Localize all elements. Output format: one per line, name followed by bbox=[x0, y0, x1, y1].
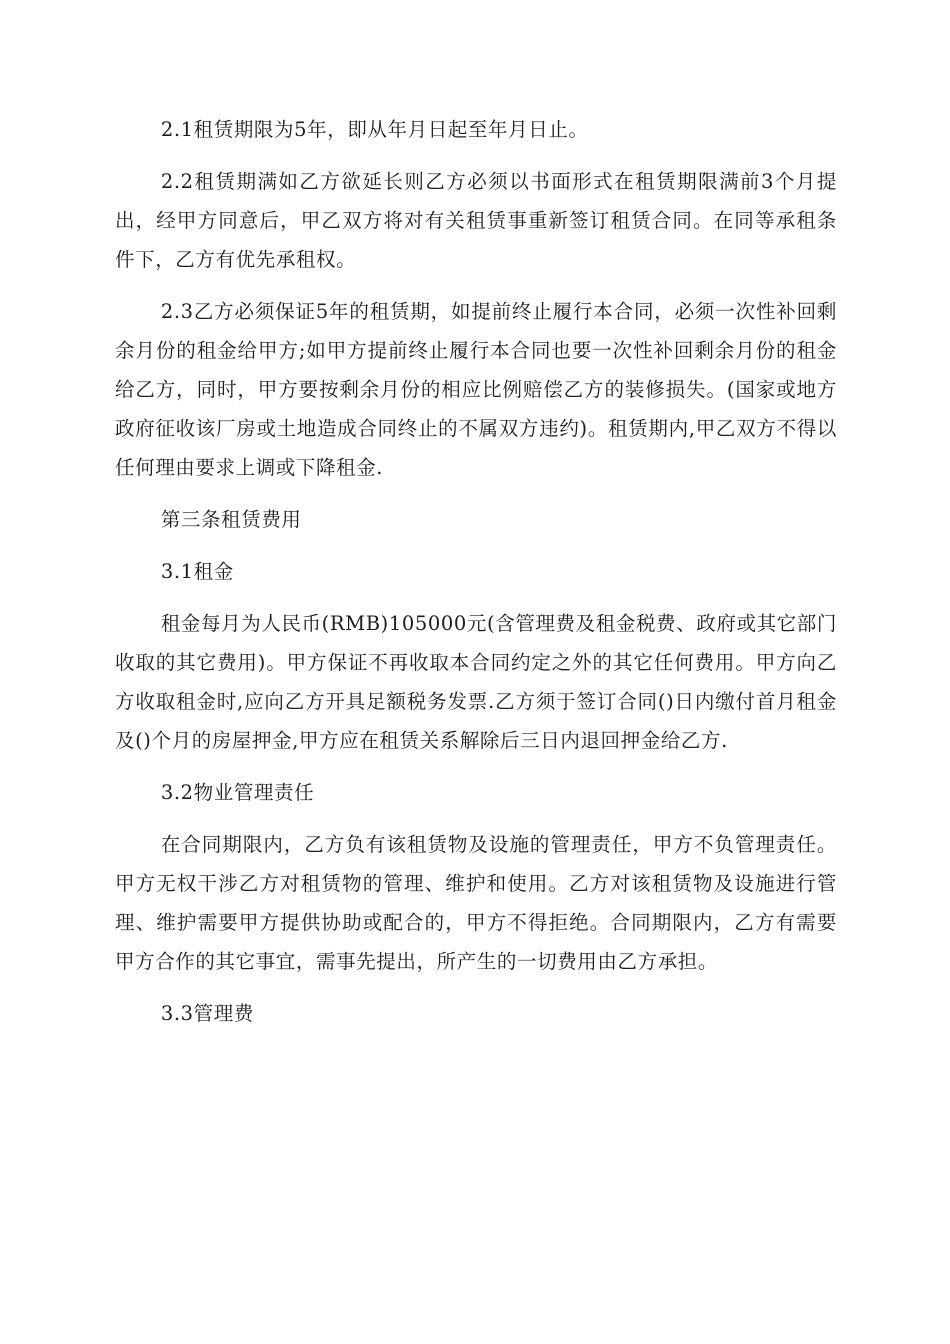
heading-3-2-property-management: 3.2物业管理责任 bbox=[160, 781, 315, 804]
document-body bbox=[115, 110, 837, 1046]
heading-3-1-rent: 3.1租金 bbox=[160, 560, 234, 583]
heading-article-3-lease-fees: 第三条租赁费用 bbox=[160, 508, 302, 531]
paragraph-2-2-lease-renewal: 2.2租赁期满如乙方欲延长则乙方必须以书面形式在租赁期限满前3个月提出，经甲方同意后，甲乙双方将对有关租赁事重新签订租赁合同。在同等承租条件下，乙方有优先承租权。 bbox=[115, 170, 837, 271]
paragraph-2-1-lease-term: 2.1租赁期限为5年，即从年月日起至年月日止。 bbox=[160, 118, 589, 141]
paragraph-2-3-early-termination: 2.3乙方必须保证5年的租赁期，如提前终止履行本合同，必须一次性补回剩余月份的租金给甲方;如甲方提前终止履行本合同也要一次性补回剩余月份的租金给乙方，同时，甲方要按剩余月份的相应比例赔偿乙方的装修损失。(国家或地方政府征收该厂房或土地造成合同终止的不属双方违约)。租赁期内,甲乙双方不得以任何理由要求上调或下降租金. bbox=[115, 300, 837, 479]
paragraph-rent-details: 租金每月为人民币(RMB)105000元(含管理费及租金税费、政府或其它部门收取的其它费用)。甲方保证不再收取本合同约定之外的其它任何费用。甲方向乙方收取租金时,应向乙方开具足额税务发票.乙方须于签订合同()日内缴付首月租金及()个月的房屋押金,甲方应在租赁关系解除后三日内退回押金给乙方. bbox=[115, 612, 837, 752]
paragraph-management-responsibility: 在合同期限内，乙方负有该租赁物及设施的管理责任，甲方不负管理责任。甲方无权干涉乙方对租赁物的管理、维护和使用。乙方对该租赁物及设施进行管理、维护需要甲方提供协助或配合的，甲方不得拒绝。合同期限内，乙方有需要甲方合作的其它事宜，需事先提出，所产生的一切费用由乙方承担。 bbox=[115, 833, 837, 973]
heading-3-3-management-fee: 3.3管理费 bbox=[160, 1002, 254, 1025]
